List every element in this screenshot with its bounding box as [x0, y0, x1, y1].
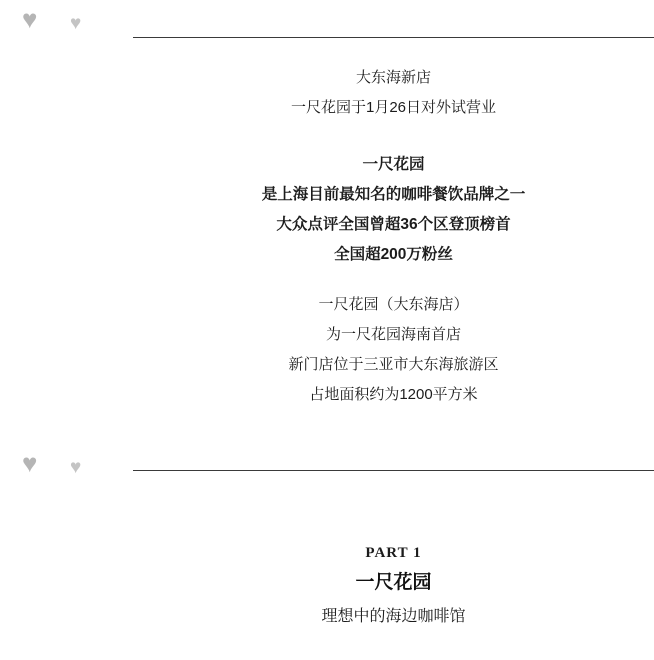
brand-line: 大众点评全国曾超36个区登顶榜首: [276, 216, 511, 233]
intro-block: [133, 63, 654, 123]
heart-icon: ♥: [22, 4, 38, 34]
brand-line: 是上海目前最知名的咖啡餐饮品牌之一: [261, 186, 526, 203]
store-line: 为一尺花园海南首店: [325, 326, 461, 343]
intro-line: 大东海新店: [355, 69, 431, 86]
heart-icon: ♥: [22, 448, 38, 478]
part-label: PART 1: [365, 545, 422, 561]
divider-bottom: [133, 470, 654, 471]
heart-icon: ♥: [70, 13, 82, 34]
intro-line: 一尺花园于1月26日对外试营业: [290, 99, 497, 116]
content-column: [133, 0, 654, 660]
part-block: [133, 540, 654, 634]
store-line: 一尺花园（大东海店）: [318, 296, 469, 313]
part-title: 一尺花园: [355, 572, 432, 593]
store-line: 占地面积约为1200平方米: [309, 386, 478, 403]
part-subtitle: 理想中的海边咖啡馆: [321, 608, 466, 625]
store-block: [133, 290, 654, 410]
brand-line: 全国超200万粉丝: [334, 246, 453, 263]
brand-block: [133, 150, 654, 270]
heart-icon: ♥: [70, 457, 82, 478]
divider-top: [133, 37, 654, 38]
brand-line: 一尺花园: [362, 156, 425, 173]
store-line: 新门店位于三亚市大东海旅游区: [288, 356, 499, 373]
